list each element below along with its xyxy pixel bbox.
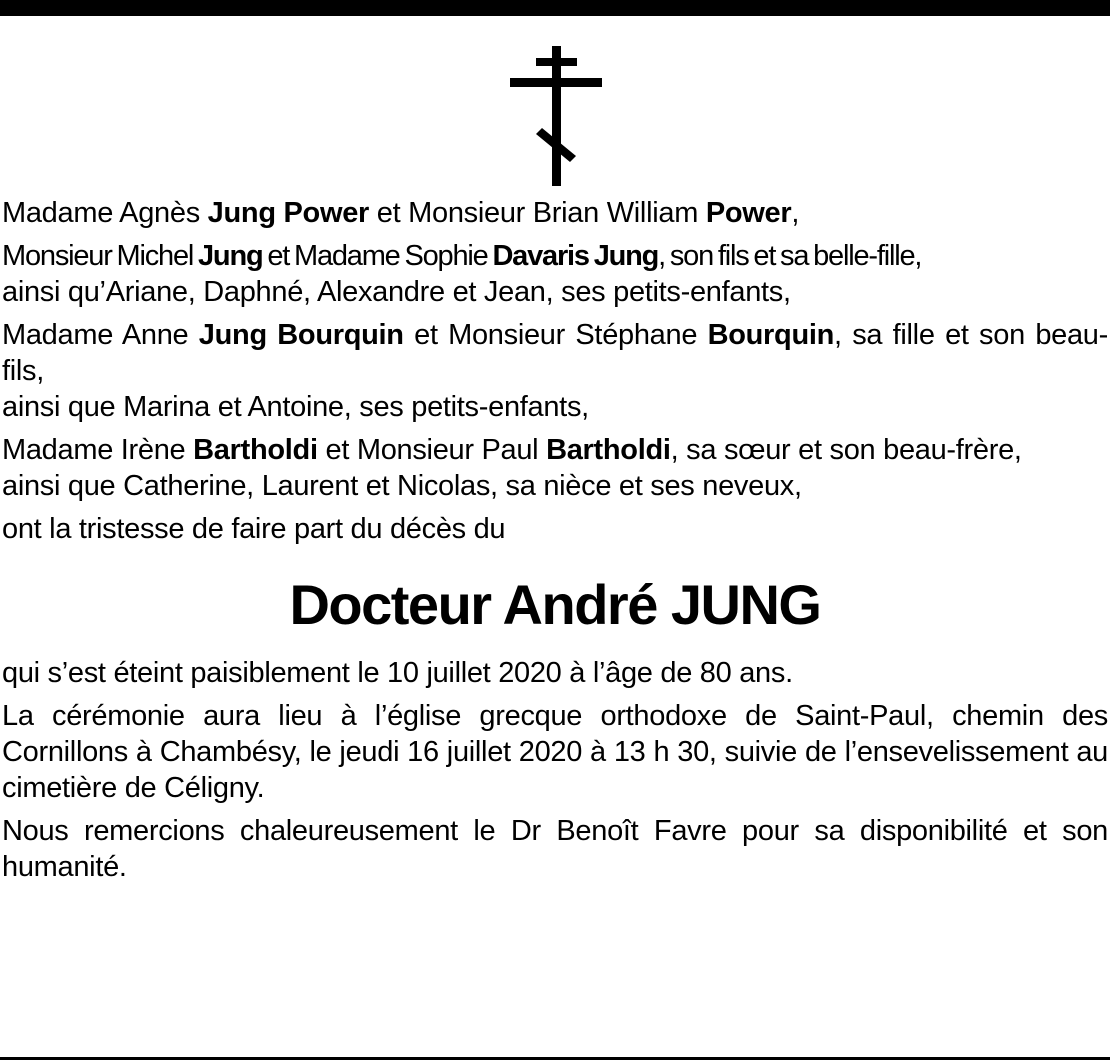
family-surname: Jung bbox=[198, 240, 263, 272]
announcement: ont la tristesse de faire part du décès du bbox=[2, 513, 506, 545]
text: , sa sœur et son beau-frère, bbox=[670, 434, 1022, 466]
text: et Monsieur Brian William bbox=[369, 197, 706, 229]
thanks-paragraph: Nous remercions chaleureusement le Dr Benoît Favre pour sa disponibilité et son humanité. bbox=[2, 815, 1108, 883]
top-border-bar bbox=[0, 0, 1110, 16]
family-surname: Bartholdi bbox=[546, 434, 671, 466]
family-surname: Bartholdi bbox=[193, 434, 318, 466]
text: Madame Irène bbox=[2, 434, 194, 466]
family-surname: Power bbox=[705, 197, 792, 229]
grandchildren-line: ainsi qu’Ariane, Daphné, Alexandre et Jean, ses petits-enfants, bbox=[2, 276, 791, 308]
obituary-text bbox=[2, 195, 1108, 892]
grandchildren-line: ainsi que Marina et Antoine, ses petits-enfants, bbox=[2, 391, 589, 423]
family-surname: Davaris Jung bbox=[492, 240, 659, 272]
family-surname: Jung Power bbox=[207, 197, 370, 229]
text: , son fils et sa belle-fille, bbox=[658, 240, 922, 272]
text: et Madame Sophie bbox=[262, 240, 493, 272]
text: et Monsieur Stéphane bbox=[403, 319, 708, 351]
text: , sa fille et son beau-fils, bbox=[2, 319, 1108, 387]
nephews-line: ainsi que Catherine, Laurent et Nicolas, sa nièce et ses neveux, bbox=[2, 470, 802, 502]
death-details: qui s’est éteint paisiblement le 10 juillet 2020 à l’âge de 80 ans. bbox=[2, 657, 793, 689]
family-paragraph-1 bbox=[2, 195, 1108, 231]
family-surname: Jung Bourquin bbox=[198, 319, 404, 351]
deceased-name: Docteur André JUNG bbox=[289, 573, 821, 636]
ceremony-details: La cérémonie aura lieu à l’église grecque orthodoxe de Saint-Paul, chemin des Cornillons à Chambésy, le jeudi 16 juillet 2020 à 13 h 30, suivie de l’ensevelissement au cimetière de Céligny. bbox=[2, 700, 1108, 804]
bottom-border-rule bbox=[0, 1057, 1110, 1060]
text: Madame Agnès bbox=[2, 197, 208, 229]
text: Monsieur Michel bbox=[2, 240, 198, 272]
text: et Monsieur Paul bbox=[317, 434, 547, 466]
family-paragraph-2 bbox=[2, 238, 1108, 310]
orthodox-cross-icon bbox=[510, 46, 602, 186]
text: , bbox=[791, 197, 800, 229]
family-paragraph-4 bbox=[2, 432, 1108, 504]
family-paragraph-3 bbox=[2, 317, 1108, 425]
text: Madame Anne bbox=[2, 319, 199, 351]
family-surname: Bourquin bbox=[707, 319, 835, 351]
